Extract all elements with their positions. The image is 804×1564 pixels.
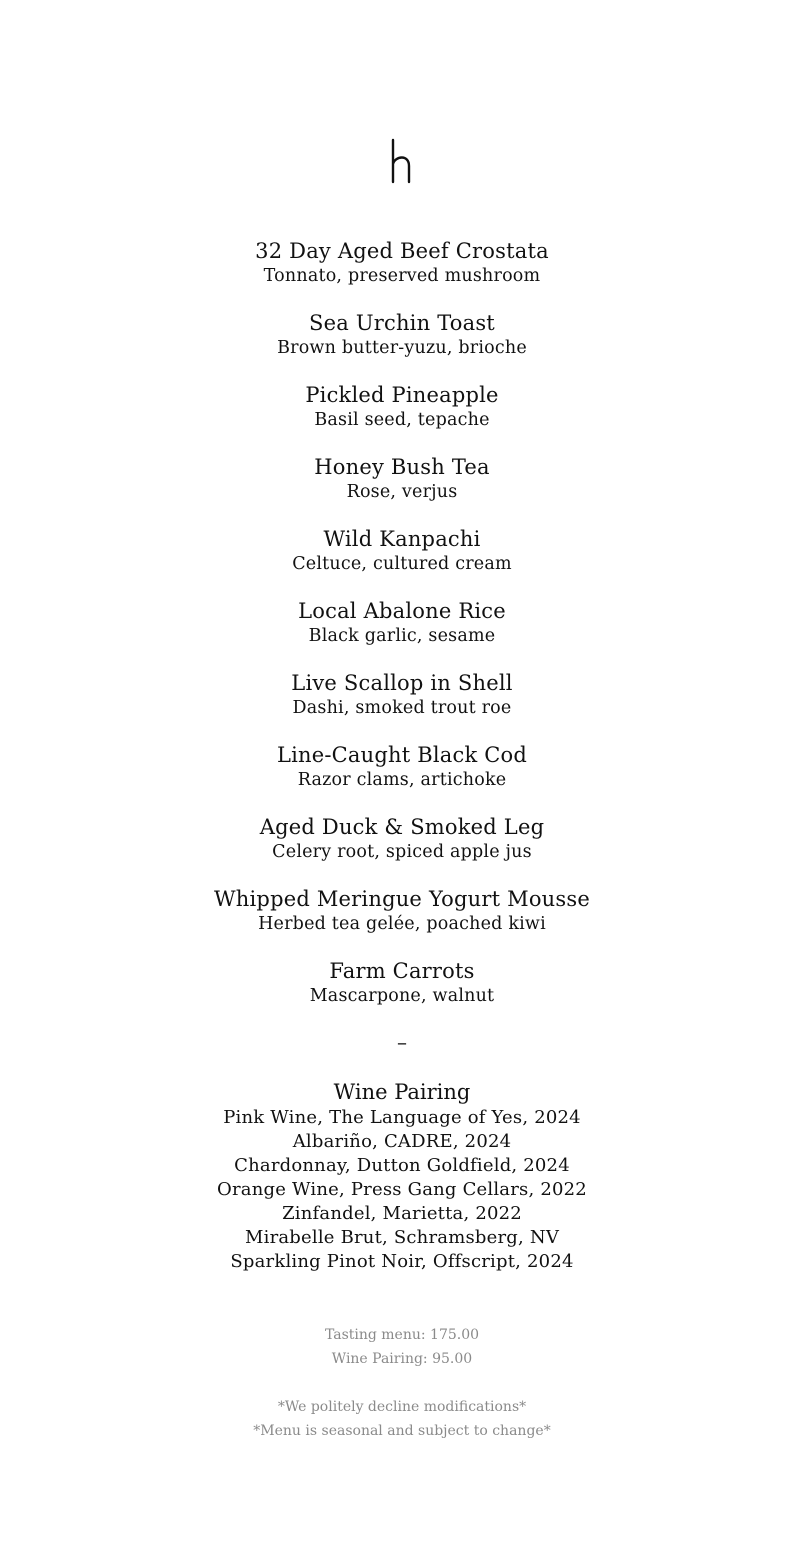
wine-item: Orange Wine, Press Gang Cellars, 2022 [217, 1179, 587, 1200]
course-item [0, 237, 804, 309]
course-description: Tonnato, preserved mushroom [263, 266, 541, 286]
course-description: Herbed tea gelée, poached kiwi [258, 914, 546, 934]
wine-item: Sparkling Pinot Noir, Offscript, 2024 [230, 1251, 574, 1272]
wine-list [0, 1106, 804, 1274]
course-name: Sea Urchin Toast [309, 311, 495, 335]
logo-h-mark [387, 138, 417, 186]
wine-pairing-price: Wine Pairing: 95.00 [331, 1351, 473, 1367]
section-separator: – [397, 1030, 407, 1054]
course-name: Honey Bush Tea [314, 455, 490, 479]
course-name: Whipped Meringue Yogurt Mousse [214, 887, 590, 911]
course-item [0, 453, 804, 525]
course-name: Local Abalone Rice [298, 599, 506, 623]
course-description: Razor clams, artichoke [297, 770, 507, 790]
wine-item: Mirabelle Brut, Schramsberg, NV [244, 1227, 560, 1248]
course-description: Black garlic, sesame [308, 626, 496, 646]
course-item [0, 669, 804, 741]
wine-item: Pink Wine, The Language of Yes, 2024 [223, 1107, 581, 1128]
tasting-menu-price: Tasting menu: 175.00 [324, 1327, 480, 1343]
course-name: Farm Carrots [329, 959, 475, 983]
course-item [0, 309, 804, 381]
course-name: Pickled Pineapple [305, 383, 499, 407]
course-name: 32 Day Aged Beef Crostata [255, 239, 549, 263]
restaurant-logo [0, 138, 804, 188]
course-list [0, 237, 804, 1029]
course-name: Aged Duck & Smoked Leg [259, 815, 545, 839]
course-item [0, 813, 804, 885]
course-description: Basil seed, tepache [314, 410, 490, 430]
wine-pairing-section [0, 1078, 804, 1274]
course-item [0, 381, 804, 453]
wine-item: Zinfandel, Marietta, 2022 [282, 1203, 522, 1224]
course-item [0, 885, 804, 957]
course-item [0, 597, 804, 669]
course-description: Mascarpone, walnut [309, 986, 495, 1006]
menu-notes [0, 1395, 804, 1443]
seasonal-note: *Menu is seasonal and subject to change* [253, 1423, 551, 1439]
price-block [0, 1323, 804, 1371]
wine-item: Albariño, CADRE, 2024 [292, 1131, 512, 1152]
modifications-note: *We politely decline modifications* [277, 1399, 527, 1415]
course-item [0, 525, 804, 597]
course-name: Line-Caught Black Cod [276, 743, 528, 767]
course-name: Wild Kanpachi [323, 527, 481, 551]
course-description: Dashi, smoked trout roe [292, 698, 512, 718]
course-description: Celery root, spiced apple jus [272, 842, 532, 862]
course-description: Brown butter-yuzu, brioche [277, 338, 527, 358]
course-item [0, 957, 804, 1029]
course-item [0, 741, 804, 813]
wine-item: Chardonnay, Dutton Goldfield, 2024 [234, 1155, 570, 1176]
wine-pairing-title: Wine Pairing [333, 1080, 471, 1104]
course-description: Celtuce, cultured cream [292, 554, 512, 574]
course-description: Rose, verjus [346, 482, 458, 502]
course-name: Live Scallop in Shell [291, 671, 513, 695]
